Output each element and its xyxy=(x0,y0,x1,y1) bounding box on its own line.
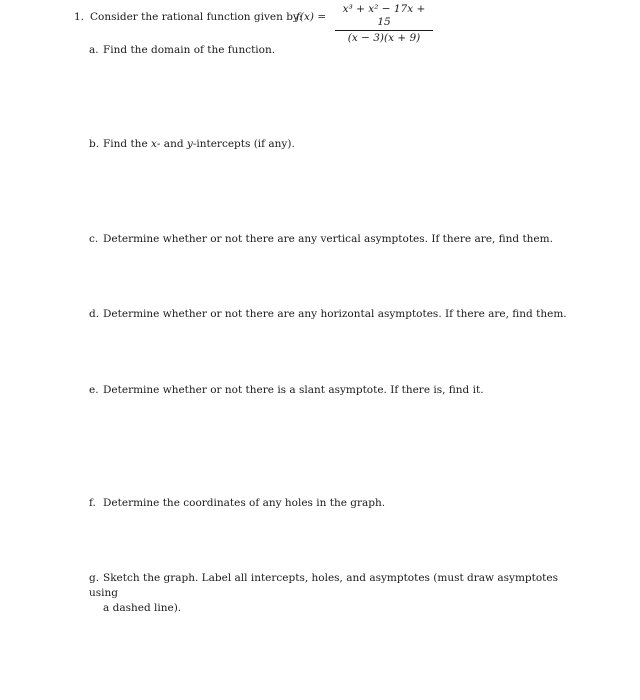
part-f xyxy=(89,496,569,511)
part-label: b. xyxy=(89,138,100,150)
part-a xyxy=(89,43,569,58)
part-label: g. xyxy=(89,572,100,584)
part-text: Determine whether or not there are any horizontal asymptotes. If there are, find them. xyxy=(103,308,567,320)
part-g xyxy=(89,571,569,616)
fraction-bar xyxy=(335,30,433,31)
part-text: Determine the coordinates of any holes in the graph. xyxy=(103,497,386,509)
function-denominator: (x − 3)(x + 9) xyxy=(347,32,421,44)
part-text: Determine whether or not there are any vertical asymptotes. If there are, find them. xyxy=(103,233,553,245)
problem-number: 1. xyxy=(74,11,85,23)
part-label: c. xyxy=(89,233,99,245)
function-fraction xyxy=(335,3,433,45)
function-lhs: f(x) = xyxy=(296,11,327,23)
part-label: a. xyxy=(89,44,99,56)
part-text: Find the xyxy=(103,138,151,150)
part-text: Find the domain of the function. xyxy=(103,44,276,56)
part-label: e. xyxy=(89,384,99,396)
var-x: x xyxy=(151,138,157,150)
part-text: - and xyxy=(156,138,187,150)
part-label: d. xyxy=(89,308,100,320)
var-y: y xyxy=(186,138,193,150)
function-numerator: x³ + x² − 17x + 15 xyxy=(342,3,426,28)
part-b xyxy=(89,137,569,152)
part-text: Determine whether or not there is a slant asymptote. If there is, find it. xyxy=(103,384,484,396)
part-c xyxy=(89,232,569,247)
part-text: Sketch the graph. Label all intercepts, holes, and asymptotes (must draw asymptotes using xyxy=(89,572,558,599)
problem-intro: Consider the rational function given by: xyxy=(90,11,303,23)
part-d xyxy=(89,307,569,322)
part-text: -intercepts (if any). xyxy=(192,138,295,150)
part-text-continuation: a dashed line). xyxy=(103,602,182,614)
part-label: f. xyxy=(89,497,96,509)
part-e xyxy=(89,383,569,398)
